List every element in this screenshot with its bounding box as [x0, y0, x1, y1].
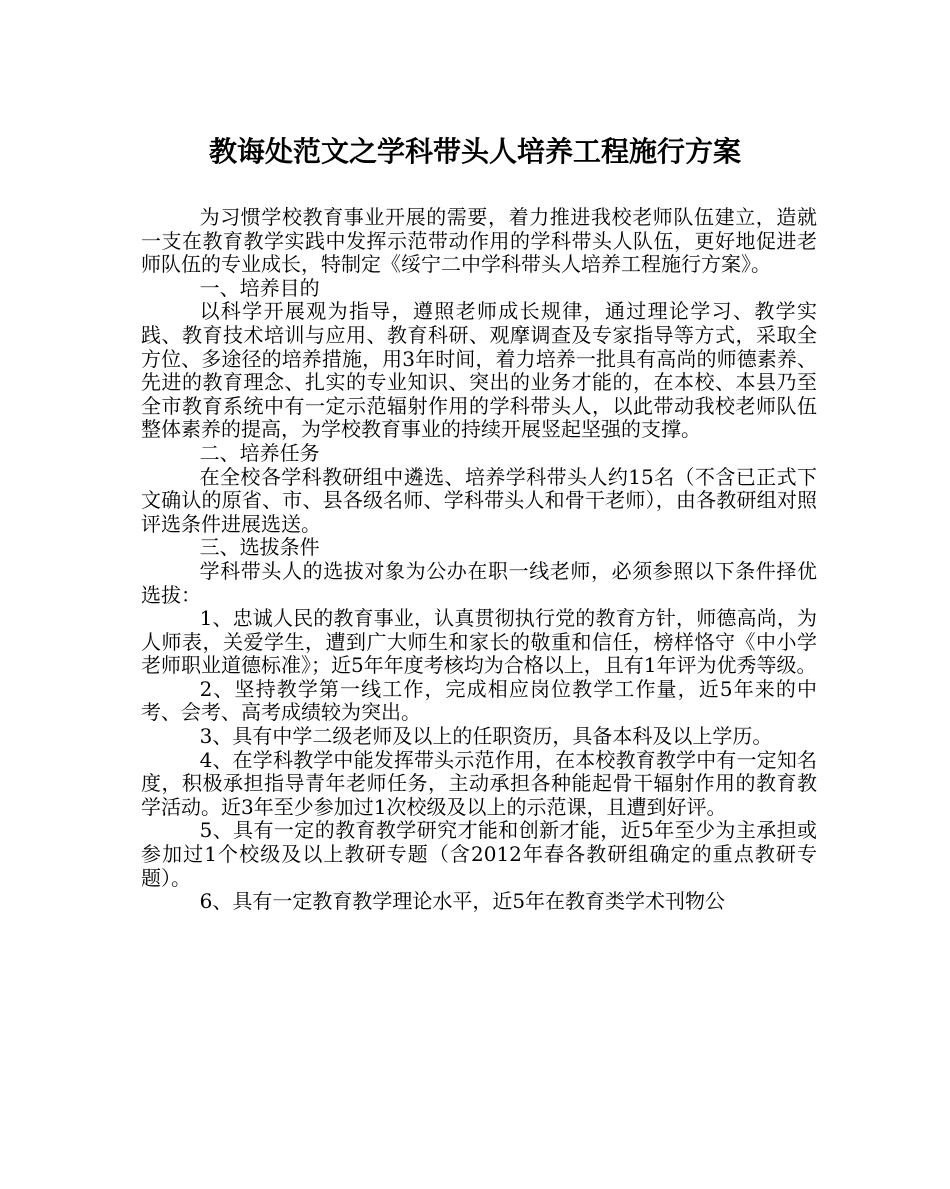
criteria-item-1: 1、忠诚人民的教育事业，认真贯彻执行党的教育方针，师德高尚，为人师表，关爱学生，遭到广大师生和家长的敬重和信任，榜样恪守《中小学老师职业道德标准》；近5年年度考核均为合格以上，且有1年评为优秀等级。 [141, 606, 817, 678]
section-heading-criteria: 三、选拔条件 [199, 535, 320, 560]
intro-paragraph: 为习惯学校教育事业开展的需要，着力推进我校老师队伍建立，造就一支在教育教学实践中发挥示范带动作用的学科带头人队伍，更好地促进老师队伍的专业成长，特制定《绥宁二中学科带头人培养工程施行方案》。 [141, 205, 817, 277]
goal-paragraph: 以科学开展观为指导，遵照老师成长规律，通过理论学习、教学实践、教育技术培训与应用、教育科研、观摩调查及专家指导等方式，采取全方位、多途径的培养措施，用3年时间，着力培养一批具有高尚的师德素养、先进的教育理念、扎实的专业知识、突出的业务才能的，在本校、本县乃至全市教育系统中有一定示范辐射作用的学科带头人，以此带动我校老师队伍整体素养的提高，为学校教育事业的持续开展竖起坚强的支撑。 [141, 299, 817, 442]
task-paragraph: 在全校各学科教研组中遴选、培养学科带头人约15名（不含已正式下文确认的原省、市、县各级名师、学科带头人和骨干老师），由各教研组对照评选条件进展选送。 [141, 464, 817, 536]
criteria-intro-paragraph: 学科带头人的选拔对象为公办在职一线老师，必须参照以下条件择优选拔： [141, 558, 817, 607]
document-title: 教诲处范文之学科带头人培养工程施行方案 [208, 135, 741, 168]
criteria-item-3: 3、具有中学二级老师及以上的任职资历，具备本科及以上学历。 [199, 724, 773, 749]
criteria-item-2: 2、坚持教学第一线工作，完成相应岗位教学工作量，近5年来的中考、会考、高考成绩较为突出。 [141, 676, 817, 725]
criteria-item-6: 6、具有一定教育教学理论水平，近5年在教育类学术刊物公 [199, 889, 726, 914]
section-heading-task: 二、培养任务 [199, 440, 320, 465]
document-body [141, 206, 817, 914]
section-heading-goal: 一、培养目的 [199, 275, 320, 300]
criteria-item-5: 5、具有一定的教育教学研究才能和创新才能，近5年至少为主承担或参加过1个校级及以上教研专题（含2012年春各教研组确定的重点教研专题）。 [141, 818, 817, 890]
criteria-item-4: 4、在学科教学中能发挥带头示范作用，在本校教育教学中有一定知名度，积极承担指导青年老师任务，主动承担各种能起骨干辐射作用的教育教学活动。近3年至少参加过1次校级及以上的示范课，且遭到好评。 [141, 747, 817, 819]
